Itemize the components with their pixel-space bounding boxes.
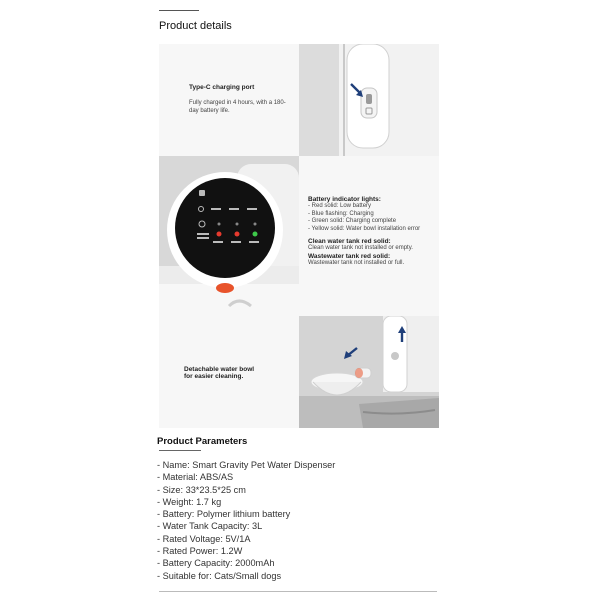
waste-tank-heading: Wastewater tank red solid: (308, 252, 391, 260)
section-title-product-details: Product details (159, 20, 232, 32)
parameter-item: - Rated Voltage: 5V/1A (157, 533, 251, 544)
parameters-divider (159, 450, 201, 451)
parameter-item: - Name: Smart Gravity Pet Water Dispenser (157, 460, 336, 470)
clean-tank-description: Clean water tank not installed or empty. (308, 245, 413, 251)
top-divider (159, 10, 199, 11)
parameter-item: - Material: ABS/AS (157, 472, 234, 483)
battery-indicator-line: - Red solid: Low battery (308, 203, 372, 209)
battery-indicator-line: - Blue flashing: Charging (308, 210, 374, 217)
water-bowl-line-2: for easier cleaning. (184, 373, 244, 380)
parameter-item: - Battery Capacity: 2000mAh (157, 558, 275, 569)
parameter-item: - Water Tank Capacity: 3L (157, 521, 263, 532)
parameter-item: - Battery: Polymer lithium battery (157, 509, 291, 520)
typec-heading: Type-C charging port (189, 84, 255, 91)
clean-tank-heading: Clean water tank red solid: (308, 238, 391, 245)
parameters-list (157, 459, 335, 582)
typec-port-photo (299, 44, 439, 156)
water-bowl-text-panel (159, 316, 299, 428)
section-title-product-parameters: Product Parameters (157, 436, 248, 447)
parameter-item: - Weight: 1.7 kg (157, 496, 222, 507)
water-bowl-line-1: Detachable water bowl (184, 366, 255, 373)
green-indicator-light (253, 232, 258, 237)
red-indicator-light (235, 232, 240, 237)
water-bowl-photo (299, 316, 439, 428)
control-panel-photo (159, 156, 299, 316)
parameter-item: - Size: 33*23.5*25 cm (157, 484, 246, 495)
battery-indicator-text-panel (299, 156, 439, 316)
parameter-item: - Rated Power: 1.2W (157, 546, 243, 557)
bottom-divider (159, 591, 437, 592)
parameter-item: - Suitable for: Cats/Small dogs (157, 570, 282, 581)
typec-text-panel (159, 44, 299, 156)
red-indicator-light (217, 232, 222, 237)
typec-description: Fully charged in 4 hours, with a 180-day battery life. (189, 100, 286, 114)
product-details-grid (159, 44, 439, 428)
battery-indicator-heading: Battery indicator lights: (308, 196, 381, 203)
battery-indicator-line: - Yellow solid: Water bowl installation error (308, 225, 421, 232)
waste-tank-description: Wastewater tank not installed or full. (308, 259, 405, 266)
battery-indicator-line: - Green solid: Charging complete (308, 218, 397, 224)
